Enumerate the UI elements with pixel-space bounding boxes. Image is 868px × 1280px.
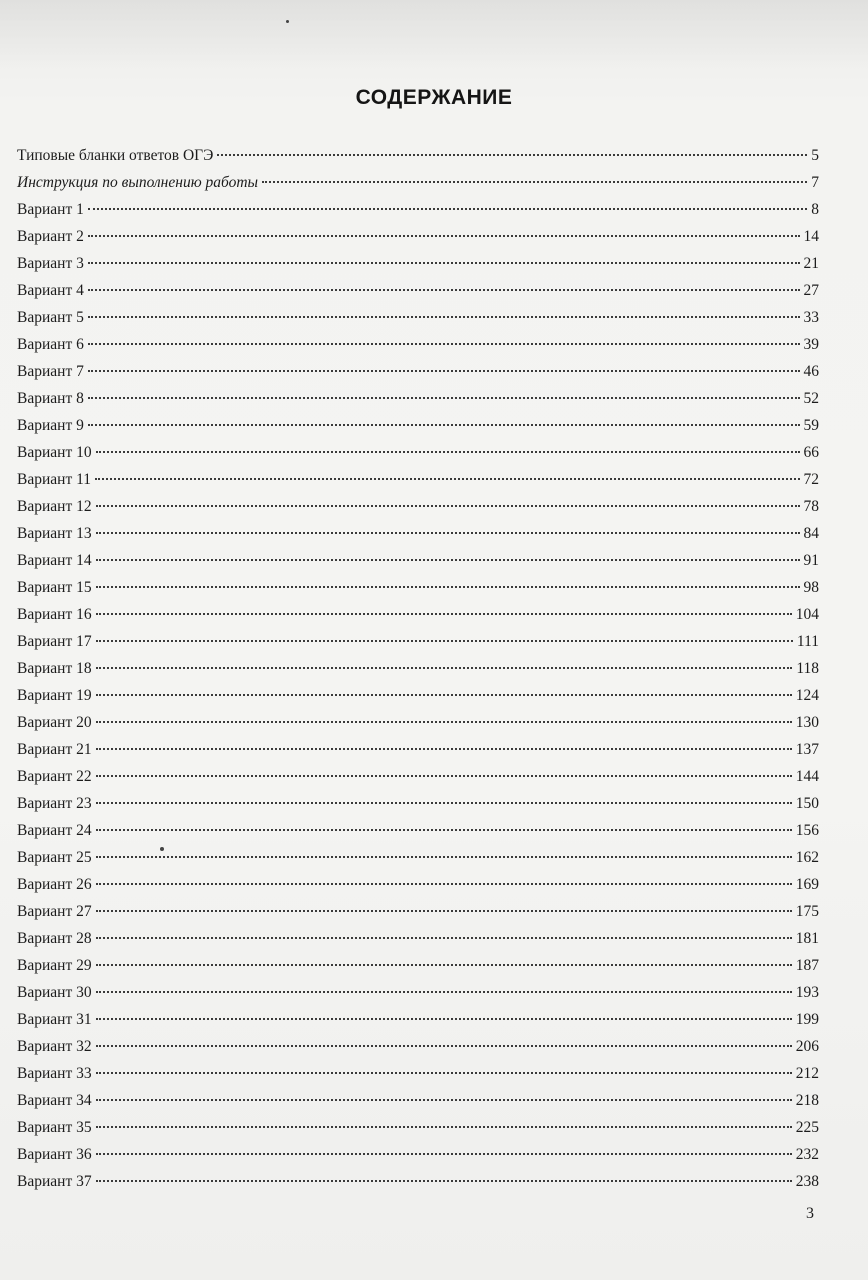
toc-entry-page: 150 xyxy=(795,795,819,812)
toc-entry-label: Вариант 32 xyxy=(17,1038,92,1055)
toc-entry xyxy=(17,1114,819,1141)
toc-entry xyxy=(17,142,819,169)
toc-entry xyxy=(17,358,819,385)
toc-entry-page: 72 xyxy=(803,471,819,488)
toc-entry xyxy=(17,844,819,871)
toc-entry xyxy=(17,628,819,655)
toc-entry-page: 199 xyxy=(795,1011,819,1028)
toc-dot-leader xyxy=(88,397,800,399)
toc-entry-label: Вариант 17 xyxy=(17,633,92,650)
toc-entry-page: 187 xyxy=(795,957,819,974)
toc-entry xyxy=(17,1087,819,1114)
toc-dot-leader xyxy=(96,937,792,939)
toc-entry xyxy=(17,331,819,358)
toc-entry-page: 14 xyxy=(803,228,819,245)
toc-entry-label: Вариант 7 xyxy=(17,363,84,380)
toc-entry xyxy=(17,277,819,304)
toc-entry xyxy=(17,682,819,709)
toc-entry-page: 218 xyxy=(795,1092,819,1109)
toc-dot-leader xyxy=(88,370,800,372)
toc-entry xyxy=(17,304,819,331)
toc-entry-label: Вариант 8 xyxy=(17,390,84,407)
toc-entry-page: 111 xyxy=(796,633,819,650)
toc-entry-page: 162 xyxy=(795,849,819,866)
toc-entry-page: 27 xyxy=(803,282,819,299)
toc-entry-page: 104 xyxy=(795,606,819,623)
toc-dot-leader xyxy=(96,775,792,777)
toc-entry-page: 181 xyxy=(795,930,819,947)
toc-dot-leader xyxy=(96,856,792,858)
toc-entry xyxy=(17,952,819,979)
toc-dot-leader xyxy=(88,424,800,426)
toc-dot-leader xyxy=(88,235,800,237)
table-of-contents xyxy=(17,142,819,1195)
toc-entry xyxy=(17,790,819,817)
toc-entry-page: 39 xyxy=(803,336,819,353)
page-number: 3 xyxy=(806,1205,814,1222)
toc-entry-page: 156 xyxy=(795,822,819,839)
toc-entry-label: Вариант 25 xyxy=(17,849,92,866)
toc-entry xyxy=(17,520,819,547)
toc-dot-leader xyxy=(96,883,792,885)
toc-entry-page: 169 xyxy=(795,876,819,893)
toc-entry-label: Вариант 31 xyxy=(17,1011,92,1028)
toc-entry xyxy=(17,1060,819,1087)
toc-entry-label: Вариант 23 xyxy=(17,795,92,812)
toc-entry-page: 59 xyxy=(803,417,819,434)
toc-entry-label: Вариант 27 xyxy=(17,903,92,920)
toc-entry-label: Вариант 14 xyxy=(17,552,92,569)
toc-entry-page: 124 xyxy=(795,687,819,704)
toc-entry-page: 8 xyxy=(811,201,819,218)
toc-entry-label: Вариант 21 xyxy=(17,741,92,758)
toc-entry-page: 193 xyxy=(795,984,819,1001)
toc-entry xyxy=(17,871,819,898)
toc-dot-leader xyxy=(88,208,807,210)
toc-entry-page: 46 xyxy=(803,363,819,380)
toc-dot-leader xyxy=(95,478,799,480)
toc-entry-label: Вариант 2 xyxy=(17,228,84,245)
toc-dot-leader xyxy=(96,694,792,696)
scan-speck xyxy=(160,847,164,851)
toc-entry xyxy=(17,223,819,250)
toc-entry xyxy=(17,601,819,628)
toc-dot-leader xyxy=(262,181,807,183)
toc-entry xyxy=(17,439,819,466)
toc-entry-label: Вариант 15 xyxy=(17,579,92,596)
toc-entry xyxy=(17,1168,819,1195)
toc-entry xyxy=(17,655,819,682)
toc-entry xyxy=(17,385,819,412)
toc-entry-label: Вариант 16 xyxy=(17,606,92,623)
toc-entry xyxy=(17,1006,819,1033)
toc-dot-leader xyxy=(96,1180,792,1182)
toc-entry-page: 144 xyxy=(795,768,819,785)
toc-entry-label: Вариант 19 xyxy=(17,687,92,704)
toc-entry xyxy=(17,196,819,223)
toc-entry-label: Вариант 34 xyxy=(17,1092,92,1109)
toc-dot-leader xyxy=(96,1045,792,1047)
toc-entry-page: 21 xyxy=(803,255,819,272)
toc-entry-label: Вариант 6 xyxy=(17,336,84,353)
toc-entry-label: Вариант 35 xyxy=(17,1119,92,1136)
toc-dot-leader xyxy=(96,1153,792,1155)
toc-entry xyxy=(17,979,819,1006)
toc-dot-leader xyxy=(88,289,800,291)
toc-entry xyxy=(17,709,819,736)
toc-entry-label: Вариант 1 xyxy=(17,201,84,218)
toc-dot-leader xyxy=(96,1126,792,1128)
toc-entry-label: Вариант 36 xyxy=(17,1146,92,1163)
toc-entry-page: 238 xyxy=(795,1173,819,1190)
toc-entry-page: 225 xyxy=(795,1119,819,1136)
toc-entry-label: Вариант 26 xyxy=(17,876,92,893)
toc-entry-page: 5 xyxy=(811,147,819,164)
toc-dot-leader xyxy=(96,613,792,615)
toc-entry-label: Вариант 30 xyxy=(17,984,92,1001)
toc-entry-label: Вариант 3 xyxy=(17,255,84,272)
toc-dot-leader xyxy=(96,559,800,561)
toc-entry xyxy=(17,574,819,601)
toc-entry-page: 130 xyxy=(795,714,819,731)
toc-entry-page: 33 xyxy=(803,309,819,326)
toc-dot-leader xyxy=(96,910,792,912)
toc-dot-leader xyxy=(217,154,807,156)
scan-shadow xyxy=(0,0,868,70)
toc-entry-page: 206 xyxy=(795,1038,819,1055)
toc-dot-leader xyxy=(88,262,800,264)
toc-entry-label: Вариант 4 xyxy=(17,282,84,299)
toc-entry xyxy=(17,817,819,844)
toc-dot-leader xyxy=(96,748,792,750)
toc-dot-leader xyxy=(96,451,800,453)
toc-dot-leader xyxy=(96,829,792,831)
toc-entry-label: Вариант 9 xyxy=(17,417,84,434)
toc-entry xyxy=(17,898,819,925)
toc-entry xyxy=(17,925,819,952)
toc-entry xyxy=(17,763,819,790)
toc-entry-label: Вариант 22 xyxy=(17,768,92,785)
toc-dot-leader xyxy=(88,343,800,345)
toc-entry-page: 232 xyxy=(795,1146,819,1163)
toc-entry xyxy=(17,466,819,493)
toc-entry-page: 91 xyxy=(803,552,819,569)
toc-entry-label: Вариант 33 xyxy=(17,1065,92,1082)
scan-speck xyxy=(286,20,289,23)
toc-entry-label: Вариант 13 xyxy=(17,525,92,542)
toc-dot-leader xyxy=(96,667,793,669)
toc-entry-label: Вариант 5 xyxy=(17,309,84,326)
toc-entry-page: 98 xyxy=(803,579,819,596)
toc-dot-leader xyxy=(96,991,792,993)
toc-dot-leader xyxy=(96,586,800,588)
toc-entry-page: 78 xyxy=(803,498,819,515)
toc-entry-page: 7 xyxy=(811,174,819,191)
toc-entry xyxy=(17,1033,819,1060)
toc-entry xyxy=(17,169,819,196)
toc-entry xyxy=(17,493,819,520)
toc-entry xyxy=(17,736,819,763)
toc-entry xyxy=(17,547,819,574)
toc-dot-leader xyxy=(96,964,792,966)
toc-entry-label: Вариант 18 xyxy=(17,660,92,677)
toc-dot-leader xyxy=(96,802,792,804)
toc-dot-leader xyxy=(96,1072,792,1074)
toc-entry-label: Инструкция по выполнению работы xyxy=(17,174,259,191)
toc-dot-leader xyxy=(96,1018,792,1020)
toc-entry-label: Вариант 24 xyxy=(17,822,92,839)
toc-entry-page: 175 xyxy=(795,903,819,920)
toc-entry-label: Вариант 28 xyxy=(17,930,92,947)
toc-entry-page: 66 xyxy=(803,444,819,461)
toc-dot-leader xyxy=(96,532,800,534)
toc-dot-leader xyxy=(96,721,792,723)
page-title: СОДЕРЖАНИЕ xyxy=(355,86,513,109)
toc-entry-label: Вариант 20 xyxy=(17,714,92,731)
toc-entry xyxy=(17,412,819,439)
toc-entry-label: Вариант 29 xyxy=(17,957,92,974)
toc-dot-leader xyxy=(96,1099,792,1101)
toc-entry-page: 137 xyxy=(795,741,819,758)
toc-entry-page: 118 xyxy=(796,660,819,677)
toc-entry-page: 84 xyxy=(803,525,819,542)
toc-dot-leader xyxy=(96,505,800,507)
toc-entry-label: Вариант 10 xyxy=(17,444,92,461)
toc-dot-leader xyxy=(88,316,800,318)
toc-entry-label: Вариант 37 xyxy=(17,1173,92,1190)
toc-entry xyxy=(17,250,819,277)
toc-dot-leader xyxy=(96,640,793,642)
toc-entry xyxy=(17,1141,819,1168)
toc-entry-page: 212 xyxy=(795,1065,819,1082)
toc-entry-page: 52 xyxy=(803,390,819,407)
toc-entry-label: Вариант 12 xyxy=(17,498,92,515)
toc-entry-label: Вариант 11 xyxy=(17,471,92,488)
toc-entry-label: Типовые бланки ответов ОГЭ xyxy=(17,147,214,164)
